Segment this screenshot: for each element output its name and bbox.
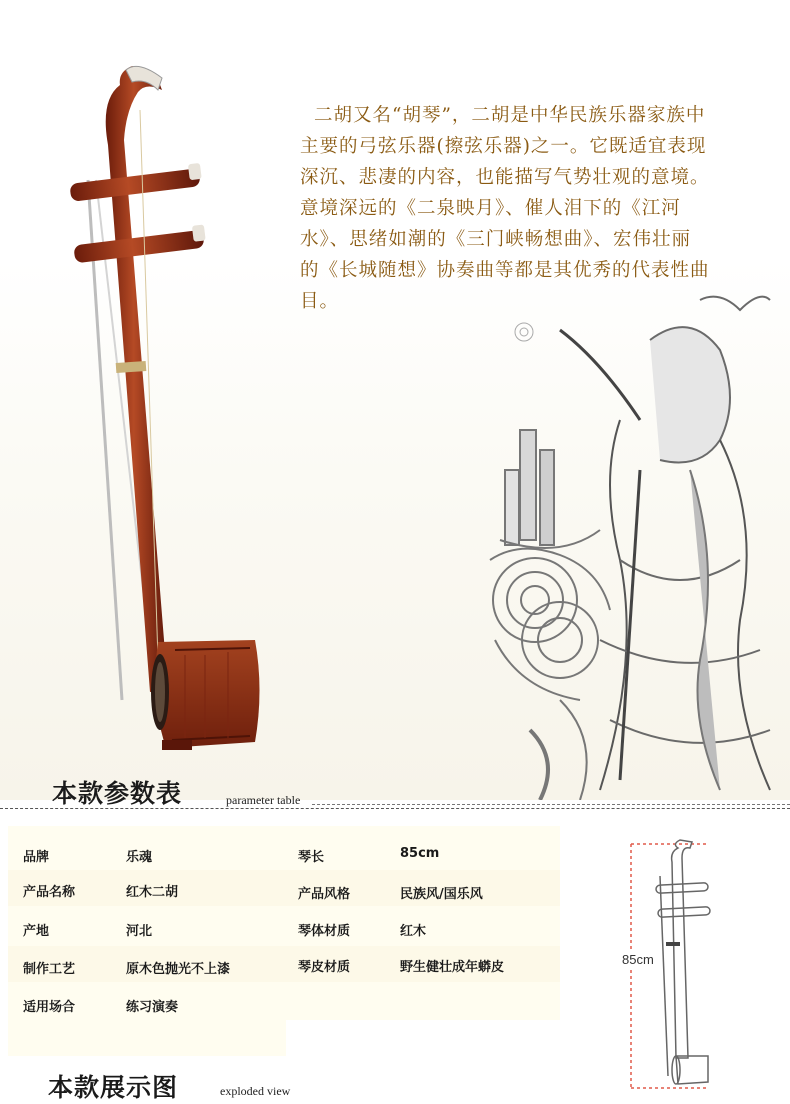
intro-paragraph: 二胡又名“胡琴”，二胡是中华民族乐器家族中主要的弓弦乐器(擦弦乐器)之一。它既适宜表现深沉、悲凄的内容，也能描写气势壮观的意境。意境深远的《二泉映月》、催人泪下的《江河水》、思绪如潮的《三门峡畅想曲》、宏伟壮丽的《长城随想》协奏曲等都是其优秀的代表性曲目。 — [300, 105, 710, 312]
param-value: 野生健壮成年蟒皮 — [400, 960, 505, 975]
peony-flowers — [490, 549, 610, 700]
upper-peg — [69, 168, 200, 202]
table-row — [8, 834, 560, 870]
params-section-title: 本款参数表 — [52, 779, 183, 808]
param-value: 河北 — [126, 924, 153, 939]
param-label: 适用场合 — [23, 1000, 76, 1015]
param-label: 琴体材质 — [298, 924, 351, 939]
param-value: 85cm — [400, 846, 440, 861]
display-section-title: 本款展示图 — [48, 1073, 179, 1102]
param-label: 产品名称 — [23, 885, 76, 900]
erhu-illustration — [0, 0, 300, 780]
param-value: 红木 — [400, 924, 427, 939]
param-label: 琴长 — [298, 850, 325, 865]
empty-cell — [286, 1020, 560, 1056]
subtitle-rule — [312, 804, 790, 805]
length-label: 85cm — [622, 952, 654, 967]
scroll-bundle — [500, 430, 600, 548]
ornament-icon — [515, 323, 533, 341]
table-row — [8, 984, 560, 1020]
display-section-subtitle: exploded view — [220, 1084, 291, 1098]
param-value: 练习演奏 — [126, 1000, 179, 1015]
lady-figure — [560, 297, 770, 790]
param-value: 乐魂 — [126, 850, 153, 865]
table-row — [8, 908, 560, 944]
param-value: 红木二胡 — [126, 885, 179, 900]
param-label: 产地 — [23, 924, 50, 939]
param-label: 琴皮材质 — [298, 960, 351, 975]
ribbons — [530, 700, 587, 800]
params-section-subtitle: parameter table — [226, 793, 301, 807]
param-value: 原木色抛光不上漆 — [126, 962, 231, 977]
param-label: 品牌 — [23, 850, 50, 865]
qianjin — [116, 361, 147, 373]
param-value: 民族风/国乐风 — [400, 887, 483, 902]
section-divider — [0, 808, 790, 809]
param-label: 产品风格 — [298, 887, 351, 902]
parameter-table — [8, 826, 560, 1056]
erhu-body — [155, 640, 259, 748]
param-label: 制作工艺 — [23, 962, 76, 977]
dimension-diagram — [596, 826, 786, 1094]
